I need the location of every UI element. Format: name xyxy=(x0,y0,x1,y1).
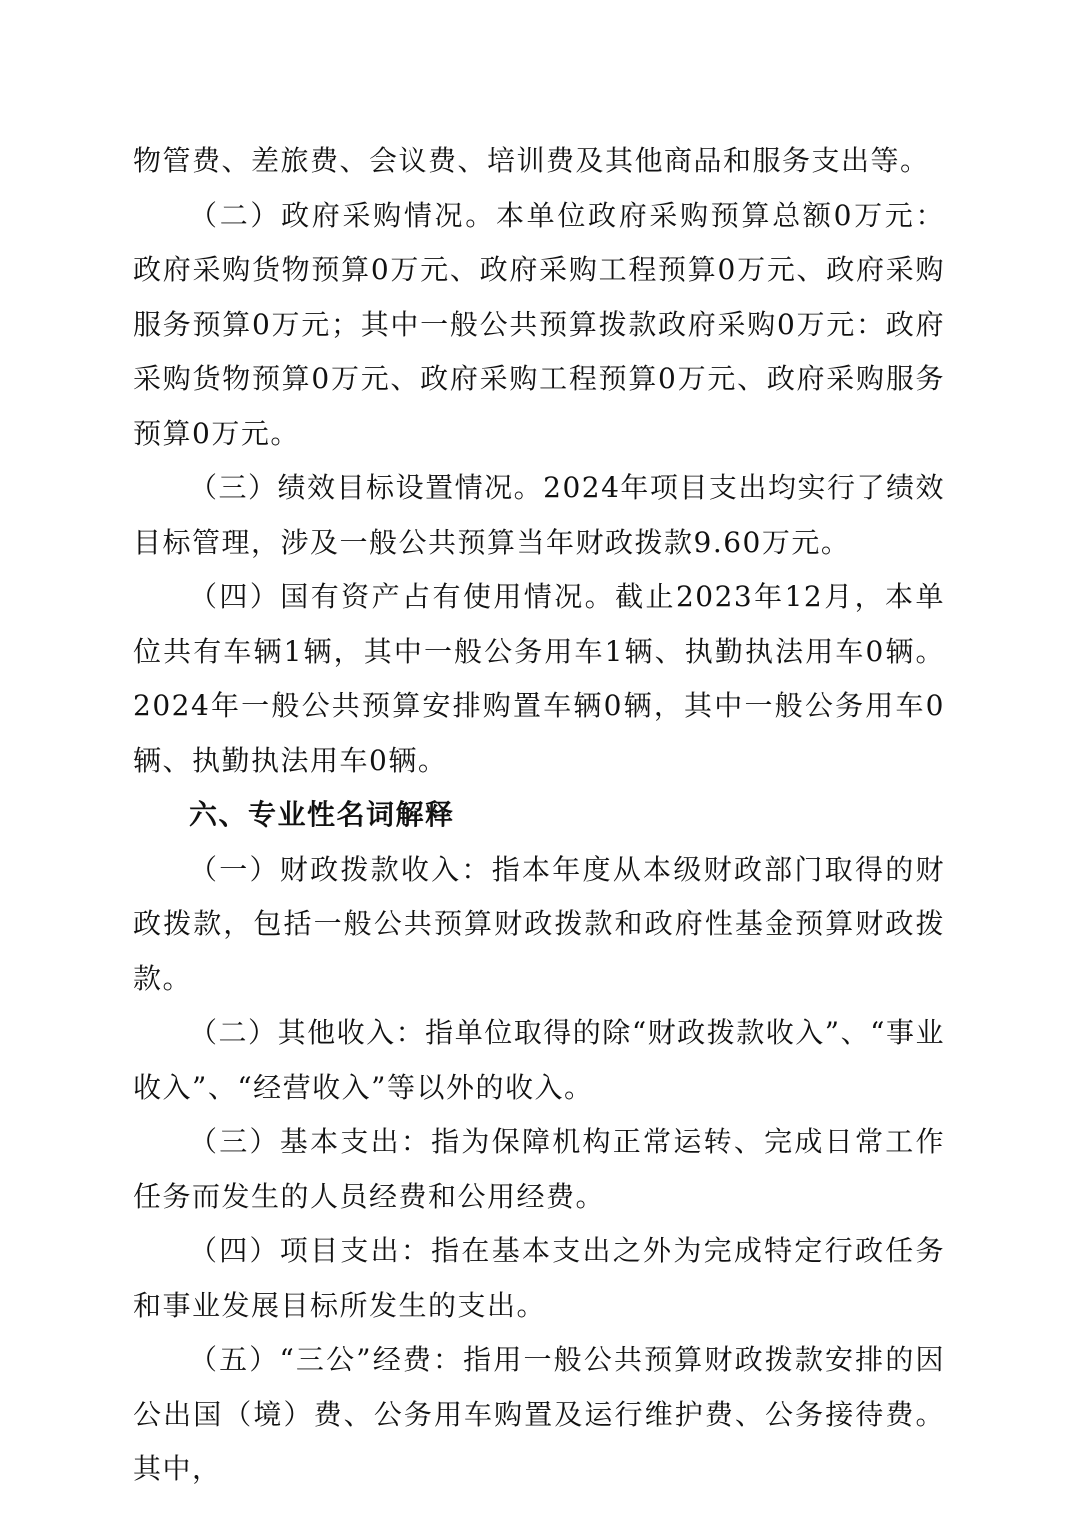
paragraph-government-procurement: （二）政府采购情况。本单位政府采购预算总额0万元：政府采购货物预算0万元、政府采购工程预算0万元、政府采购服务预算0万元；其中一般公共预算拨款政府采购0万元：政府采购货物预算0万元、政府采购工程预算0万元、政府采购服务预算0万元。 xyxy=(133,198,945,450)
paragraph-fiscal-appropriation-income: （一）财政拨款收入：指本年度从本级财政部门取得的财政拨款，包括一般公共预算财政拨款和政府性基金预算财政拨款。 xyxy=(133,852,945,995)
paragraph-project-expenditure: （四）项目支出：指在基本支出之外为完成特定行政任务和事业发展目标所发生的支出。 xyxy=(133,1234,945,1322)
section-heading-terminology: 六、专业性名词解释 xyxy=(189,798,455,831)
document-page xyxy=(133,134,945,1497)
paragraph-continuation: 物管费、差旅费、会议费、培训费及其他商品和服务支出等。 xyxy=(133,144,930,177)
paragraph-basic-expenditure: （三）基本支出：指为保障机构正常运转、完成日常工作任务而发生的人员经费和公用经费。 xyxy=(133,1125,945,1213)
paragraph-other-income: （二）其他收入：指单位取得的除“财政拨款收入”、“事业收入”、“经营收入”等以外的收入。 xyxy=(133,1016,945,1104)
paragraph-performance-targets: （三）绩效目标设置情况。2024年项目支出均实行了绩效目标管理，涉及一般公共预算当年财政拨款9.60万元。 xyxy=(133,471,945,559)
paragraph-three-public-expenses: （五）“三公”经费：指用一般公共预算财政拨款安排的因公出国（境）费、公务用车购置及运行维护费、公务接待费。其中， xyxy=(133,1343,945,1485)
paragraph-state-assets: （四）国有资产占有使用情况。截止2023年12月，本单位共有车辆1辆，其中一般公务用车1辆、执勤执法用车0辆。2024年一般公共预算安排购置车辆0辆，其中一般公务用车0辆、执勤执法用车0辆。 xyxy=(133,580,945,777)
